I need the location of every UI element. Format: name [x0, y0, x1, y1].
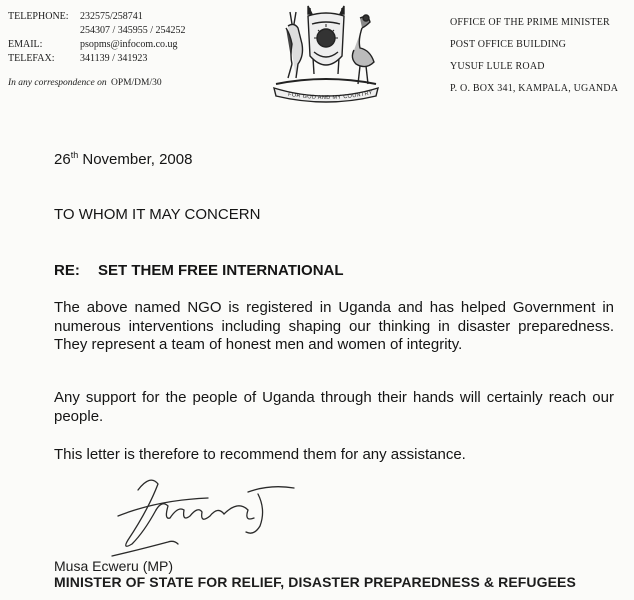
salutation: TO WHOM IT MAY CONCERN: [54, 206, 261, 223]
paragraph-1: The above named NGO is registered in Uganda and has helped Government in numerous interventions including shaping our thinking in disaster preparedness. They represent a team of honest men and women of integrity.: [54, 299, 614, 353]
signer-title: MINISTER OF STATE FOR RELIEF, DISASTER PREPAREDNESS & REFUGEES: [54, 574, 576, 590]
subject-prefix: RE:: [54, 262, 80, 279]
correspondence-reference: [8, 78, 162, 88]
office-line-1: OFFICE OF THE PRIME MINISTER: [450, 17, 610, 28]
letter-date: [54, 150, 614, 168]
telephone-label: TELEPHONE:: [8, 11, 69, 22]
telephone-value-2: 254307 / 345955 / 254252: [80, 25, 186, 36]
paragraph-2: Any support for the people of Uganda through their hands will certainly reach our people.: [54, 389, 614, 425]
telephone-value: 232575/258741: [80, 11, 143, 22]
office-line-2: POST OFFICE BUILDING: [450, 39, 567, 50]
subject-text: SET THEM FREE INTERNATIONAL: [98, 262, 344, 279]
subject-line: [54, 262, 614, 279]
crest-motto: FOR GOD AND MY COUNTRY: [287, 89, 374, 102]
paragraph-3: This letter is therefore to recommend them for any assistance.: [54, 446, 466, 463]
office-line-3: YUSUF LULE ROAD: [450, 61, 545, 72]
date-suffix: th: [70, 150, 79, 160]
office-line-4: P. O. BOX 341, KAMPALA, UGANDA: [450, 83, 619, 94]
telefax-label: TELEFAX:: [8, 53, 55, 64]
email-label: EMAIL:: [8, 39, 43, 50]
telefax-value: 341139 / 341923: [80, 53, 148, 64]
office-address: [450, 12, 618, 100]
signer-name: Musa Ecweru (MP): [54, 558, 174, 574]
correspondence-ref: OPM/DM/30: [110, 78, 162, 88]
correspondence-label: In any correspondence on: [8, 78, 107, 88]
date-rest: November, 2008: [78, 151, 193, 168]
date-day: 26: [54, 151, 71, 168]
handwritten-signature: [98, 470, 308, 562]
email-value: psopms@infocom.co.ug: [80, 39, 178, 50]
coat-of-arms-icon: [262, 4, 390, 106]
